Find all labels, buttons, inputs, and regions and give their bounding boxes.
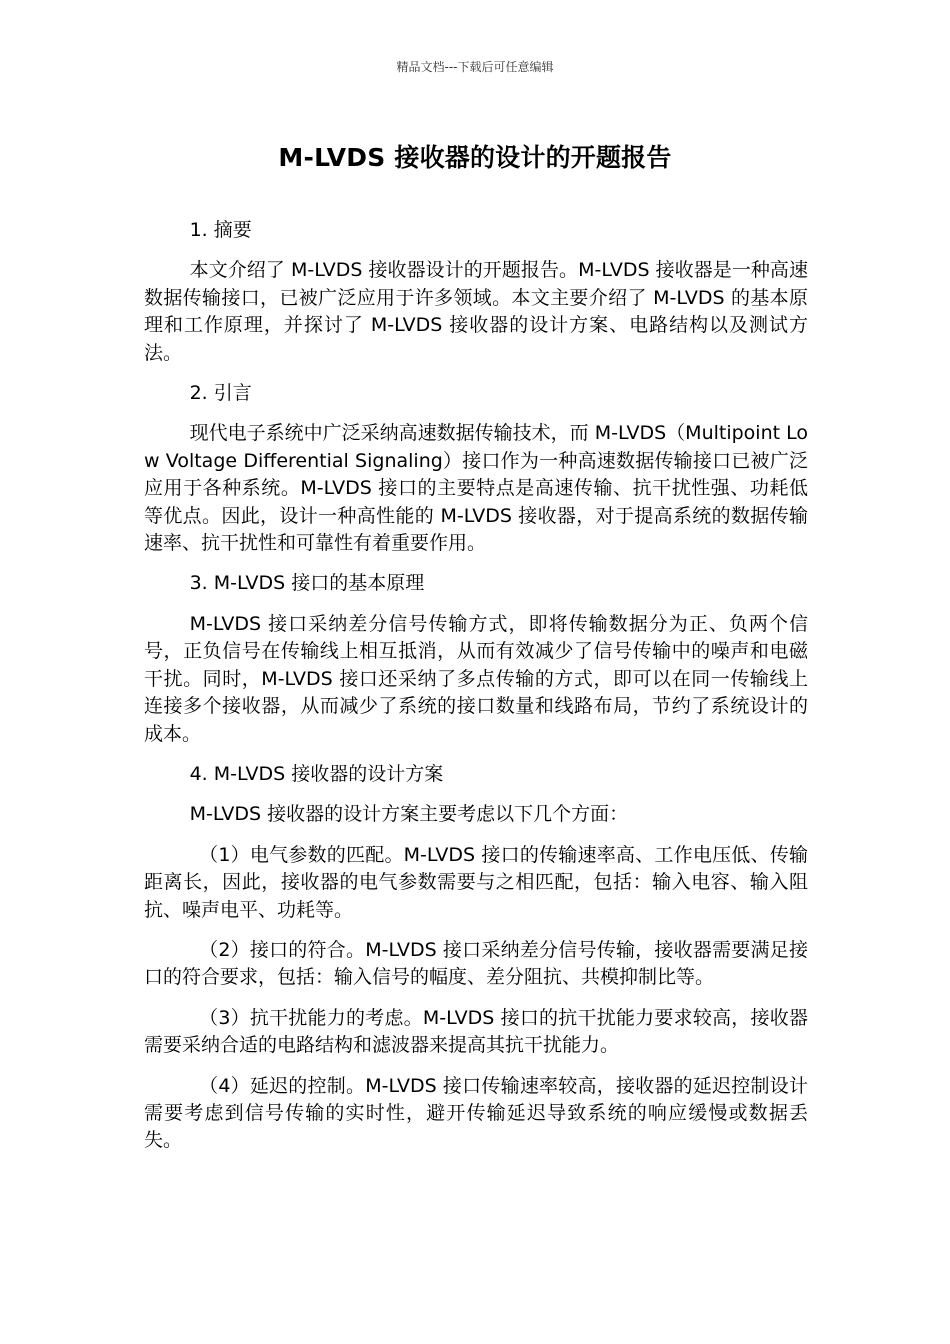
- section-heading-introduction: 2. 引言: [189, 382, 252, 405]
- list-item-electrical: （1）电气参数的匹配。M-LVDS 接口的传输速率高、工作电压低、传输距离长，因此，接收器的电气参数需要与之相匹配，包括：输入电容、输入阻抗、噪声电平、功耗等。: [144, 843, 808, 921]
- list-item-interface: （2）接口的符合。M-LVDS 接口采纳差分信号传输，接收器需要满足接口的符合要求，包括：输入信号的幅度、差分阻抗、共模抑制比等。: [144, 938, 808, 989]
- section-heading-abstract: 1. 摘要: [189, 219, 252, 241]
- paragraph-principle: M-LVDS 接口采纳差分信号传输方式，即将传输数据分为正、负两个信号，正负信号在传输线上相互抵消，从而有效减少了信号传输中的噪声和电磁干扰。同时，M-LVDS 接口还采纳了多点传输的方式，即可以在同一传输线上连接多个接收器，从而减少了系统的接口数量和线路布局，节约了系统设计的成本。: [144, 612, 808, 745]
- list-item-delay: （4）延迟的控制。M-LVDS 接口传输速率较高，接收器的延迟控制设计需要考虑到信号传输的实时性，避开传输延迟导致系统的响应缓慢或数据丢失。: [144, 1074, 808, 1152]
- document-title: M-LVDS 接收器的设计的开题报告: [278, 143, 672, 172]
- page-header: 精品文档---下载后可任意编辑: [396, 60, 554, 74]
- list-item-anti-interference: （3）抗干扰能力的考虑。M-LVDS 接口的抗干扰能力要求较高，接收器需要采纳合适的电路结构和滤波器来提高其抗干扰能力。: [144, 1006, 808, 1057]
- paragraph-abstract: 本文介绍了 M-LVDS 接收器设计的开题报告。M-LVDS 接收器是一种高速数据传输接口，已被广泛应用于许多领域。本文主要介绍了 M-LVDS 的基本原理和工作原理，并探讨了 M-LVDS 接收器的设计方案、电路结构以及测试方法。: [144, 259, 808, 364]
- section-heading-principle: 3. M-LVDS 接口的基本原理: [189, 572, 425, 595]
- paragraph-introduction: 现代电子系统中广泛采纳高速数据传输技术，而 M-LVDS（Multipoint Low Voltage Differential Signaling）接口作为一种高速数据传输接口已被广泛应用于各种系统。M-LVDS 接口的主要特点是高速传输、抗干扰性强、功耗低等优点。因此，设计一种高性能的 M-LVDS 接收器，对于提高系统的数据传输速率、抗干扰性和可靠性有着重要作用。: [144, 422, 808, 555]
- document-body: [144, 217, 808, 1168]
- section-heading-design: 4. M-LVDS 接收器的设计方案: [189, 762, 444, 785]
- paragraph-design-intro: M-LVDS 接收器的设计方案主要考虑以下几个方面：: [189, 803, 629, 826]
